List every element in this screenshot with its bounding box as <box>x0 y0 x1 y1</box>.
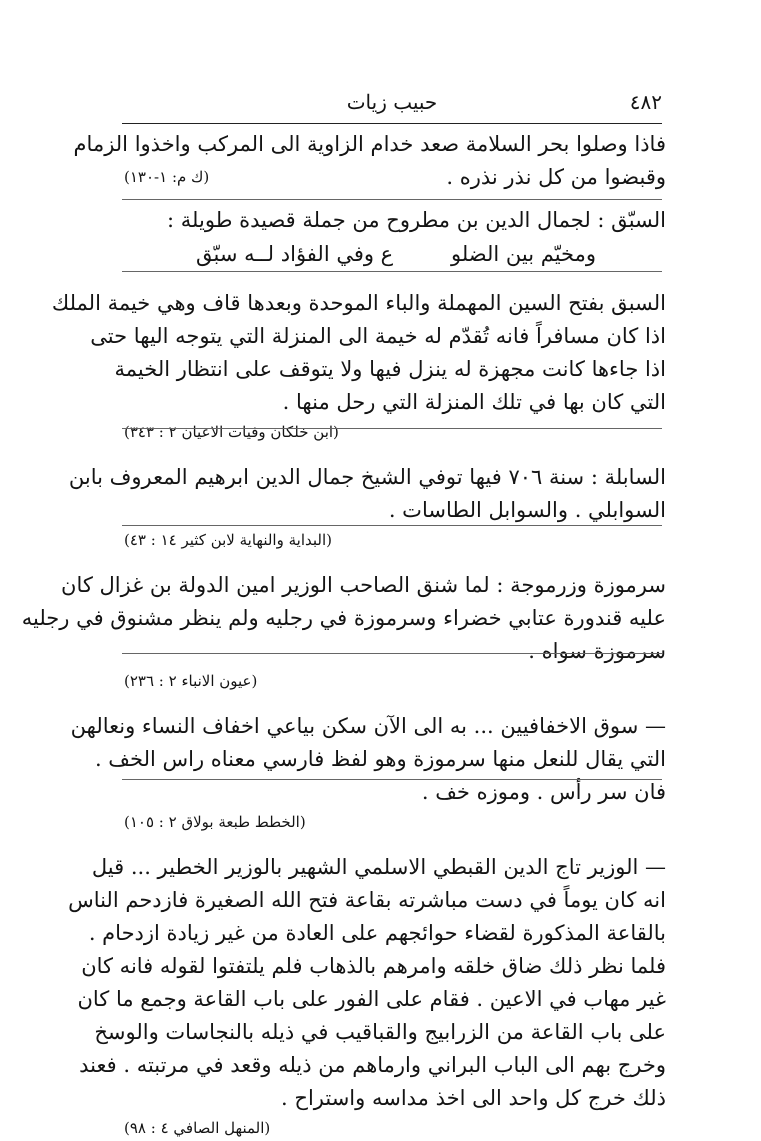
text-line: سرموزة سواه . <box>528 639 666 663</box>
page-body <box>21 128 666 1141</box>
text-line: — سوق الاخفافيين ... به الى الآن سكن بياعي اخفاف النساء ونعالهن <box>70 714 666 738</box>
text-line: انه كان يوماً في دست مباشرته بقاعة فتح الله الصغيرة فازدحم الناس <box>68 888 666 912</box>
text-line: بالقاعة المذكورة لقضاء حوائجهم على العادة من غير زيادة ازدحام . <box>88 921 666 945</box>
header-rule <box>122 123 662 124</box>
text-line: السوابلي . والسوابل الطاسات . <box>388 498 666 522</box>
section-divider <box>122 199 662 200</box>
citation: (عيون الانباء ٢ : ٢٣٦) <box>124 672 258 690</box>
text-line: فاذا وصلوا بحر السلامة صعد خدام الزاوية الى المركب واخذوا الزمام <box>73 132 666 156</box>
text-line: وقبضوا من كل نذر نذره . <box>446 165 666 189</box>
entry-block <box>70 710 666 835</box>
running-title: حبيب زيات <box>346 90 438 114</box>
entry-block <box>21 569 666 694</box>
poem-verse <box>118 237 666 271</box>
entry-block <box>68 461 666 553</box>
section-divider <box>122 525 662 526</box>
citation: (الخطط طبعة بولاق ٢ : ١٠٥) <box>124 813 306 831</box>
verse-first-hemistich: ومخيّم بين الضلو <box>450 242 596 266</box>
text-line: فان سر رأس . وموزه خف . <box>421 780 666 804</box>
section-divider <box>122 779 662 780</box>
entry-block <box>51 287 666 445</box>
text-line: السبق بفتح السين المهملة والباء الموحدة وبعدها قاف وهي خيمة الملك <box>51 291 666 315</box>
text-line: غير مهاب في الاعين . فقام على الفور على باب القاعة وجمع ما كان <box>77 987 666 1011</box>
page-number: ٤٨٢ <box>629 90 662 114</box>
text-line: على باب القاعة من الزرابيج والقباقيب في ذيله بالنجاسات والوسخ <box>94 1020 666 1044</box>
citation: (ابن خلكان وفيات الاعيان ٢ : ٣٤٣) <box>124 423 339 441</box>
section-divider <box>122 653 662 654</box>
section-divider <box>122 271 662 272</box>
text-line: عليه قندورة عتابي خضراء وسرموزة في رجليه ولم ينظر مشنوق في رجليه <box>21 606 666 630</box>
entry-block <box>118 204 666 271</box>
entry-heading-line: السبّق : لجمال الدين بن مطروح من جملة قصيدة طويلة : <box>167 208 666 232</box>
text-line: سرموزة وزرموجة : لما شنق الصاحب الوزير امين الدولة بن غزال كان <box>61 573 666 597</box>
citation: (البداية والنهاية لابن كثير ١٤ : ٤٣) <box>124 531 332 549</box>
entry-block <box>68 851 666 1141</box>
entry-block <box>73 128 666 190</box>
text-line: السابلة : سنة ٧٠٦ فيها توفي الشيخ جمال الدين ابرهيم المعروف بابن <box>68 465 666 489</box>
text-line: التي كان بها في تلك المنزلة التي رحل منها . <box>282 390 666 414</box>
text-line: اذا كان مسافراً فانه تُقدّم له خيمة الى المنزلة التي يتوجه اليها حتى <box>90 324 666 348</box>
verse-second-hemistich: ع وفي الفؤاد لــه سبّق <box>196 242 394 266</box>
text-line: التي يقال للنعل منها سرموزة وهو لفظ فارسي معناه راس الخف . <box>94 747 666 771</box>
text-line: — الوزير تاج الدين القبطي الاسلمي الشهير بالوزير الخطير ... قيل <box>91 855 666 879</box>
text-line: وخرج بهم الى الباب البراني وارماهم من ذيله وقعد في مرتبته . فعند <box>79 1053 666 1077</box>
citation: (ك م: ١-١٣٠) <box>124 168 210 186</box>
running-header <box>122 90 662 120</box>
text-line: فلما نظر ذلك ضاق خلقه وامرهم بالذهاب فلم يلتفتوا لقوله فانه كان <box>81 954 666 978</box>
citation: (المنهل الصافي ٤ : ٩٨) <box>124 1119 271 1137</box>
section-divider <box>122 428 662 429</box>
text-line: ذلك خرج كل واحد الى اخذ مداسه واستراح . <box>281 1086 666 1110</box>
text-line: اذا جاءها كانت مجهزة له ينزل فيها ولا يتوقف على انتظار الخيمة <box>114 357 666 381</box>
